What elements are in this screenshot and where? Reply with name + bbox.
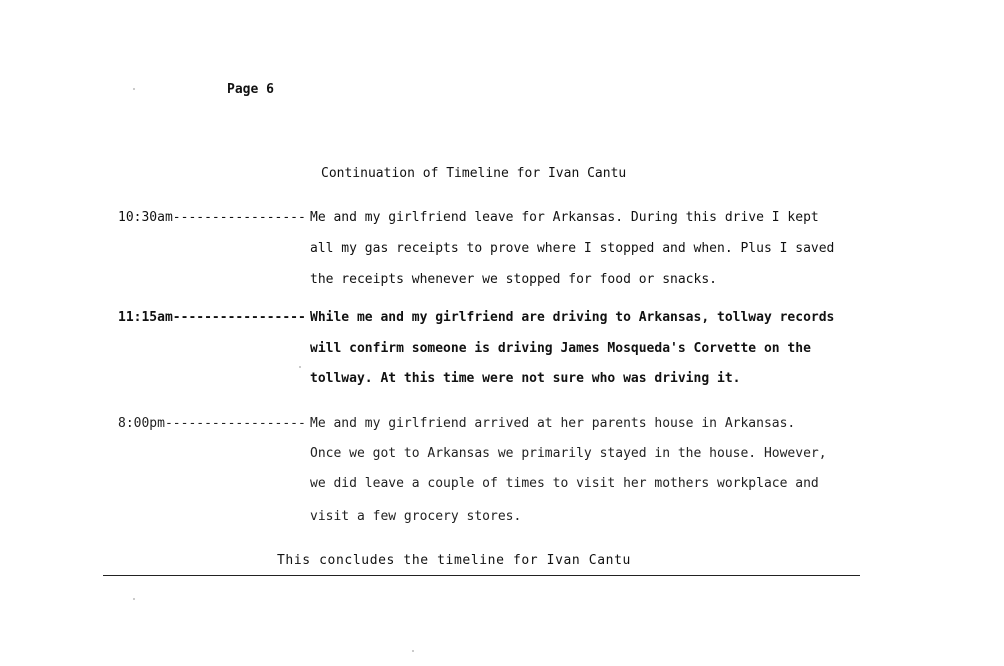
- entry-line: will confirm someone is driving James Mosqueda's Corvette on the: [310, 341, 811, 356]
- bottom-rule-divider: [103, 575, 860, 576]
- entry-time: 11:15am-----------------: [118, 310, 306, 325]
- entry-line: the receipts whenever we stopped for food or snacks.: [310, 272, 717, 287]
- entry-line: Me and my girlfriend arrived at her parents house in Arkansas.: [310, 416, 796, 431]
- scan-speck: [299, 366, 301, 368]
- entry-time: 10:30am-----------------: [118, 210, 306, 225]
- entry-line: tollway. At this time were not sure who was driving it.: [310, 371, 741, 386]
- entry-time: 8:00pm------------------: [118, 416, 306, 431]
- scan-speck: [133, 598, 135, 600]
- entry-line: While me and my girlfriend are driving to Arkansas, tollway records: [310, 310, 835, 325]
- scan-speck: [412, 650, 414, 652]
- page-number: Page 6: [227, 82, 274, 97]
- entry-line: Once we got to Arkansas we primarily stayed in the house. However,: [310, 446, 827, 461]
- scan-speck: [133, 88, 135, 90]
- entry-line: we did leave a couple of times to visit her mothers workplace and: [310, 476, 819, 491]
- conclusion-text: This concludes the timeline for Ivan Cantu: [277, 553, 631, 568]
- entry-line: all my gas receipts to prove where I stopped and when. Plus I saved: [310, 241, 835, 256]
- entry-line: visit a few grocery stores.: [310, 509, 522, 524]
- entry-line: Me and my girlfriend leave for Arkansas. During this drive I kept: [310, 210, 819, 225]
- document-title: Continuation of Timeline for Ivan Cantu: [321, 166, 627, 181]
